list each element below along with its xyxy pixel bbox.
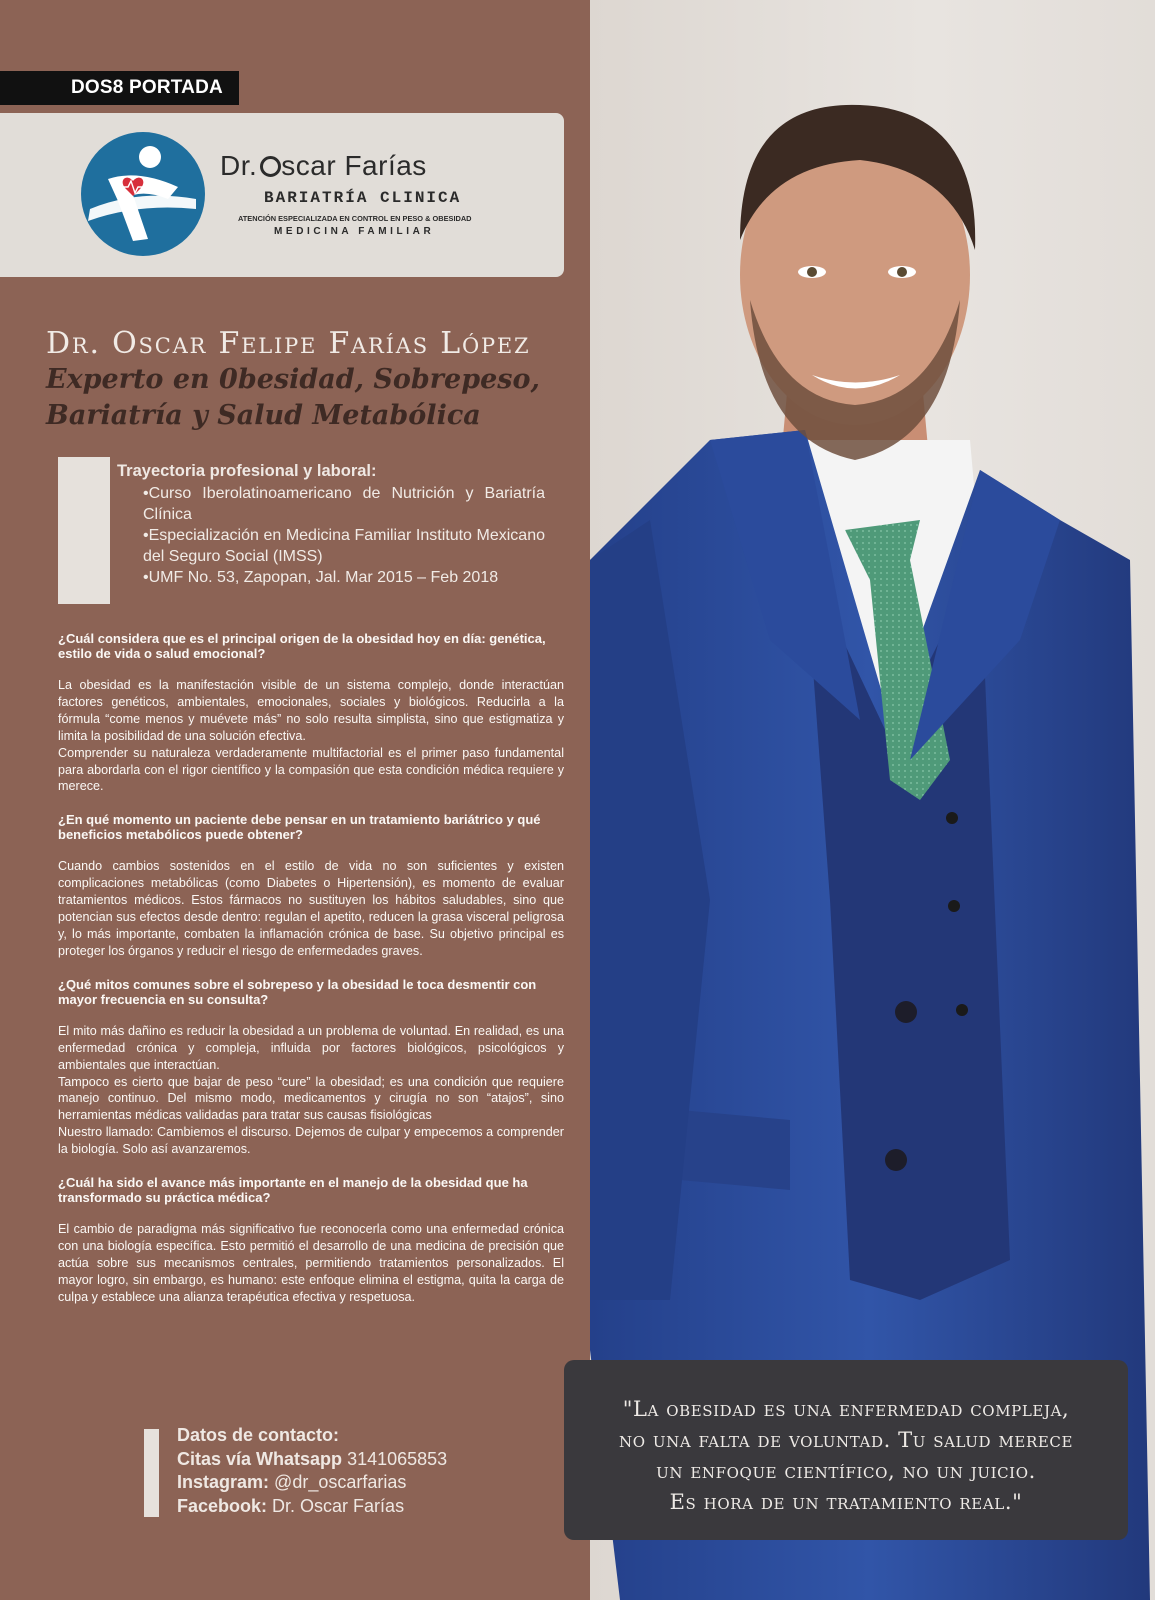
answer-3 [58, 1023, 564, 1158]
logo-name-prefix: Dr. [220, 150, 258, 181]
career-accent-bar [58, 457, 110, 604]
answer-paragraph: Cuando cambios sostenidos en el estilo de vida no son suficientes y existen complicaciones metabólicas (como Diabetes o Hipertensión), es momento de evaluar tratamientos médicos. Estos fármacos no sustituyen los hábitos saludables, sino que potencian sus efectos desde dentro: regulan el apetito, reducen la grasa visceral peligrosa y, lo más importante, combaten la inflamación crónica de base. Su objetivo principal es proteger los órganos y reducir el riesgo de enfermedades graves. [58, 859, 564, 958]
facebook-label: Facebook: [177, 1495, 268, 1516]
section-banner: DOS8 PORTADA [0, 71, 239, 105]
instagram-handle[interactable]: @dr_oscarfarias [274, 1472, 407, 1492]
doctor-name: Dr. Oscar Felipe Farías López [46, 326, 531, 361]
answer-paragraph: Tampoco es cierto que bajar de peso “cure” la obesidad; es una condición que requiere manejo continuo. Del mismo modo, medicamentos y cirugía no son “atajos”, sino herramientas médicas validadas para tratar sus causas fisiológicas [58, 1074, 564, 1123]
logo-line3: MEDICINA FAMILIAR [274, 226, 435, 237]
quote-line: no una falta de voluntad. Tu salud merece [618, 1428, 1074, 1452]
quote-line: "La obesidad es una enfermedad compleja, [622, 1397, 1070, 1421]
facebook-page[interactable]: Dr. Oscar Farías [272, 1495, 405, 1516]
answer-2 [58, 858, 564, 959]
career-title: Trayectoria profesional y laboral: [117, 462, 377, 480]
answer-paragraph: Nuestro llamado: Cambiemos el discurso. Dejemos de culpar y empecemos a comprender la biología. Solo así avanzaremos. [58, 1125, 564, 1157]
doctor-specialty [46, 362, 566, 434]
quote-line: Es hora de un tratamiento real." [669, 1490, 1023, 1514]
whatsapp-label: Citas vía Whatsapp [177, 1448, 343, 1469]
answer-4 [58, 1221, 564, 1306]
pull-quote [564, 1394, 1128, 1518]
whatsapp-number[interactable]: 3141065853 [347, 1448, 448, 1469]
bariatric-runner-logo-icon [78, 129, 208, 259]
interview-qa [58, 631, 564, 1323]
answer-paragraph: El cambio de paradigma más significativo fue reconocerla como una enfermedad crónica con una biología específica. Esto permitió el desarrollo de una medicina de precisión que actúa sobre sus mecanismos centrales, permitiendo tratamientos personalizados. El mayor logro, sin embargo, es humano: este enfoque elimina el estigma, quita la carga de culpa y establece una alianza terapéutica efectiva y respetuosa. [58, 1222, 564, 1304]
instagram-label: Instagram: [177, 1472, 270, 1492]
contact-title: Datos de contacto: [177, 1425, 340, 1445]
quote-line: un enfoque científico, no un juicio. [656, 1459, 1036, 1483]
career-item: •Especialización en Medicina Familiar Instituto Mexicano del Seguro Social (IMSS) [143, 527, 545, 565]
question-1: ¿Cuál considera que es el principal origen de la obesidad hoy en día: genética, estilo de vida o salud emocional? [58, 631, 546, 661]
answer-paragraph: El mito más dañino es reducir la obesidad a un problema de voluntad. En realidad, es una enfermedad crónica y compleja, influida por factores biológicos, psicológicos y ambientales que interactúan. [58, 1023, 564, 1072]
career-item: •UMF No. 53, Zapopan, Jal. Mar 2015 – Feb 2018 [143, 569, 499, 586]
logo-name [220, 150, 427, 182]
specialty-line-2: Bariatría y Salud Metabólica [46, 400, 481, 431]
logo-card [0, 113, 564, 277]
logo-line1: BARIATRÍA CLINICA [264, 189, 462, 207]
answer-paragraph: La obesidad es la manifestación visible de un sistema complejo, donde interactúan factores genéticos, ambientales, emocionales, sociales y biológicos. Reducirla a la fórmula “come menos y muévete más” no solo resulta simplista, sino que estigmatiza y limita la posibilidad de una solución efectiva. [58, 678, 564, 743]
question-4: ¿Cuál ha sido el avance más importante en el manejo de la obesidad que ha transformado su práctica médica? [58, 1175, 528, 1206]
logo-name-rest: scar Farías [281, 150, 427, 181]
logo-o-ring-icon [260, 156, 281, 177]
specialty-line-1: Experto en 0besidad, Sobrepeso, [46, 364, 540, 395]
answer-paragraph: Comprender su naturaleza verdaderamente multifactorial es el primer paso fundamental para abordarla con el rigor científico y la compasión que esta condición médica requiere y merece. [58, 745, 564, 794]
contact-accent-bar [144, 1429, 159, 1517]
contact-block [177, 1424, 447, 1518]
logo-line2: ATENCIÓN ESPECIALIZADA EN CONTROL EN PESO & OBESIDAD [238, 214, 472, 223]
career-list [143, 483, 545, 588]
question-3: ¿Qué mitos comunes sobre el sobrepeso y la obesidad le toca desmentir con mayor frecuencia en su consulta? [58, 976, 537, 1007]
question-2: ¿En qué momento un paciente debe pensar en un tratamiento bariátrico y qué beneficios metabólicos puede obtener? [58, 812, 541, 843]
answer-1 [58, 677, 564, 795]
career-item: •Curso Iberolatinoamericano de Nutrición y Bariatría Clínica [143, 485, 545, 523]
pull-quote-box [564, 1360, 1128, 1540]
